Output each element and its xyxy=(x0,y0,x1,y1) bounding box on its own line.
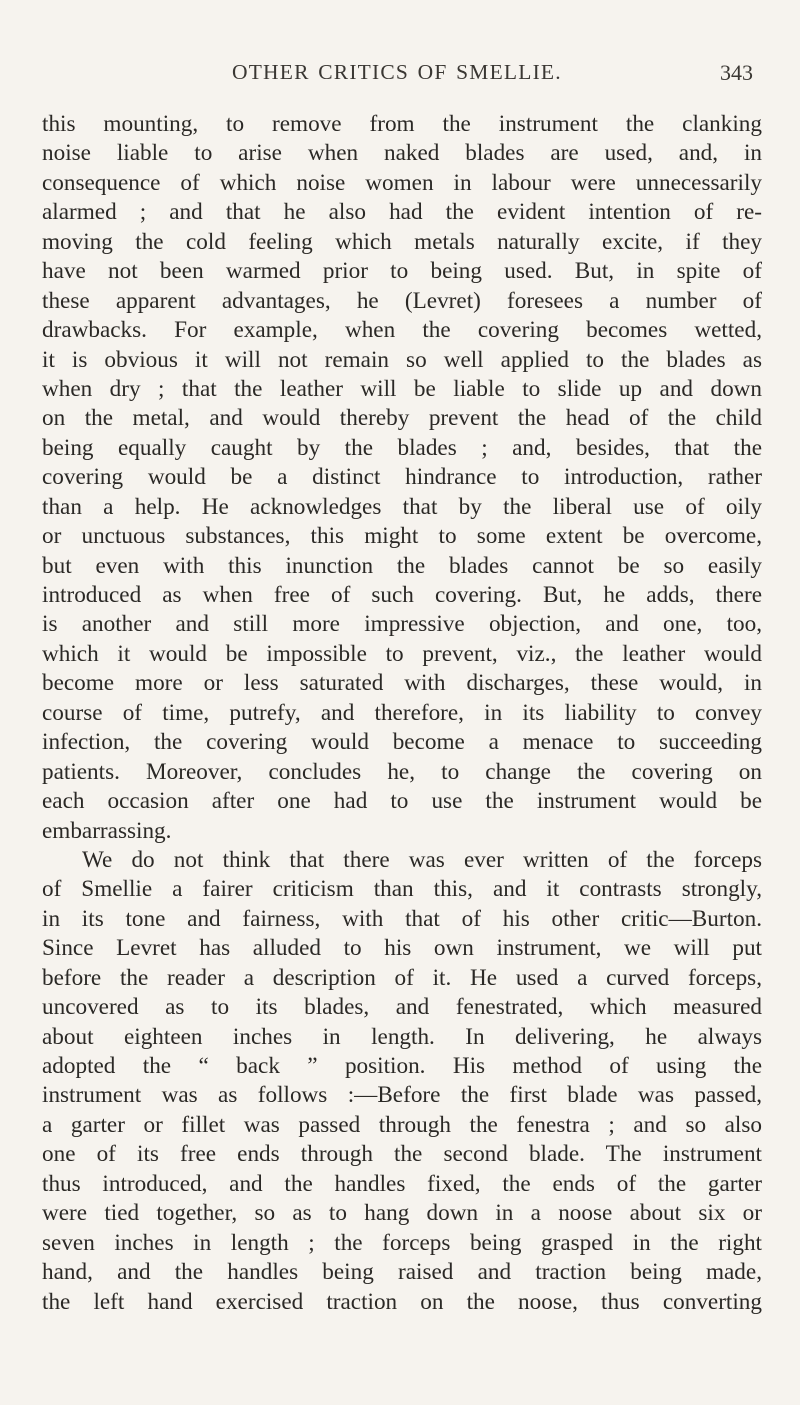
text-line: have not been warmed prior to being used. But, in spite of xyxy=(42,258,762,285)
text-line: patients. Moreover, concludes he, to change the covering on xyxy=(42,758,762,785)
text-line: infection, the covering would become a menace to succeeding xyxy=(42,729,762,756)
text-line: before the reader a description of it. He used a curved forceps, xyxy=(42,964,762,991)
text-line: is another and still more impressive objection, and one, too, xyxy=(42,611,762,638)
text-line: moving the cold feeling which metals naturally excite, if they xyxy=(42,228,762,255)
text-line: in its tone and fairness, with that of his other critic—Burton. xyxy=(42,905,762,932)
text-line: adopted the “ back ” position. His method of using the xyxy=(42,1053,762,1079)
text-line: each occasion after one had to use the instrument would be xyxy=(42,788,762,815)
text-line: introduced as when free of such covering. But, he adds, there xyxy=(42,582,762,608)
paragraph-start-line: We do not think that there was ever written of the forceps xyxy=(82,846,762,873)
text-line: covering would be a distinct hindrance to introduction, rather xyxy=(42,464,762,491)
text-line: Since Levret has alluded to his own instrument, we will put xyxy=(42,935,762,962)
text-line: alarmed ; and that he also had the evident intention of re- xyxy=(42,199,762,226)
text-line: of Smellie a fairer criticism than this, and it contrasts strongly, xyxy=(42,876,762,903)
running-head xyxy=(0,60,800,94)
text-line: about eighteen inches in length. In delivering, he always xyxy=(42,1023,762,1050)
text-line: one of its free ends through the second blade. The instrument xyxy=(42,1141,762,1168)
text-line: were tied together, so as to hang down in a noose about six or xyxy=(42,1200,762,1227)
text-line: it is obvious it will not remain so well applied to the blades as xyxy=(42,346,762,373)
text-line: hand, and the handles being raised and traction being made, xyxy=(42,1259,762,1286)
text-line: or unctuous substances, this might to some extent be overcome, xyxy=(42,523,762,550)
paragraph-end-line: embarrassing. xyxy=(42,817,172,844)
text-line: course of time, putrefy, and therefore, in its liability to convey xyxy=(42,699,762,726)
text-line: seven inches in length ; the forceps being grasped in the right xyxy=(42,1229,762,1256)
text-line: on the metal, and would thereby prevent the head of the child xyxy=(42,405,762,432)
running-title: OTHER CRITICS OF SMELLIE. xyxy=(232,60,562,84)
text-line: when dry ; that the leather will be liable to slide up and down xyxy=(42,375,762,402)
text-line: instrument was as follows :—Before the first blade was passed, xyxy=(42,1082,762,1109)
text-line: thus introduced, and the handles fixed, the ends of the garter xyxy=(42,1170,762,1197)
text-line: drawbacks. For example, when the covering becomes wetted, xyxy=(42,317,762,344)
text-line: a garter or fillet was passed through the fenestra ; and so also xyxy=(42,1111,762,1138)
text-line: being equally caught by the blades ; and, besides, that the xyxy=(42,434,762,461)
text-line: which it would be impossible to prevent, viz., the leather would xyxy=(42,640,762,667)
text-line: than a help. He acknowledges that by the liberal use of oily xyxy=(42,493,762,520)
text-line: become more or less saturated with discharges, these would, in xyxy=(42,670,762,697)
text-line: this mounting, to remove from the instrument the clanking xyxy=(42,111,762,137)
text-line: noise liable to arise when naked blades are used, and, in xyxy=(42,140,762,167)
body-text xyxy=(42,110,762,1317)
text-line: these apparent advantages, he (Levret) foresees a number of xyxy=(42,287,762,314)
page-number: 343 xyxy=(720,60,753,85)
text-line: but even with this inunction the blades cannot be so easily xyxy=(42,552,762,579)
text-line: consequence of which noise women in labour were unnecessarily xyxy=(42,169,762,196)
text-line: uncovered as to its blades, and fenestrated, which measured xyxy=(42,994,762,1021)
text-line: the left hand exercised traction on the noose, thus converting xyxy=(42,1288,762,1315)
